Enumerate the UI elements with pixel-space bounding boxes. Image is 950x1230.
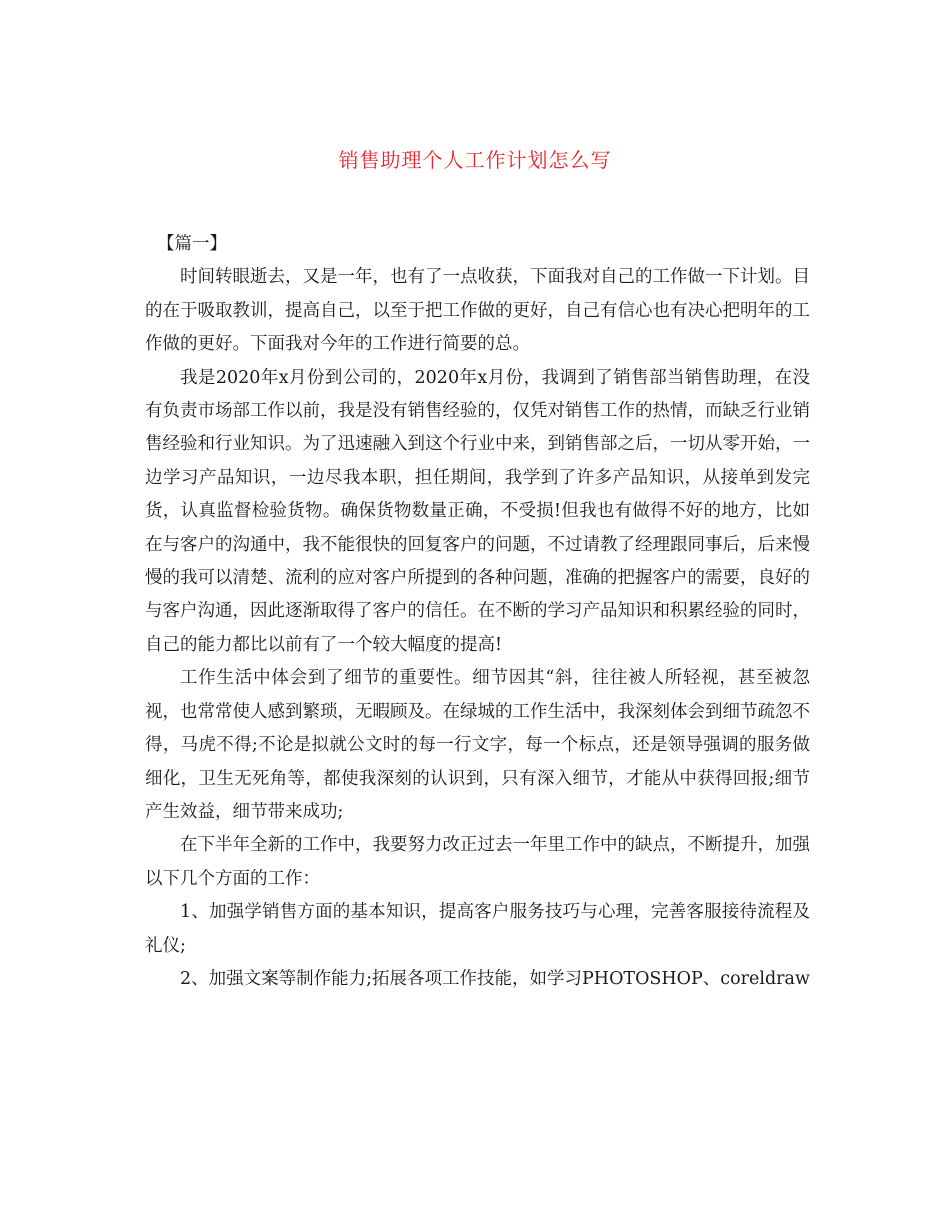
document-body (145, 228, 810, 996)
paragraph-experience: 我是2020年x月份到公司的，2020年x月份，我调到了销售部当销售助理，在没有负责市场部工作以前，我是没有销售经验的，仅凭对销售工作的热情，而缺乏行业销售经验和行业知识。为了迅速融入到这个行业中来，到销售部之后，一切从零开始，一边学习产品知识，一边尽我本职，担任期间，我学到了许多产品知识，从接单到发完货，认真监督检验货物。确保货物数量正确，不受损!但我也有做得不好的地方，比如在与客户的沟通中，我不能很快的回复客户的问题，不过请教了经理跟同事后，后来慢慢的我可以清楚、流利的应对客户所提到的各种问题，准确的把握客户的需要，良好的与客户沟通，因此逐渐取得了客户的信任。在不断的学习产品知识和积累经验的同时，自己的能力都比以前有了一个较大幅度的提高! (145, 367, 810, 655)
paragraph-details: 工作生活中体会到了细节的重要性。细节因其“斜，往往被人所轻视，甚至被忽视，也常常使人感到繁琐，无暇顾及。在绿城的工作生活中，我深刻体会到细节疏忽不得，马虎不得;不论是拟就公文时的每一行文字，每一个标点，还是领导强调的服务做细化，卫生无死角等，都使我深刻的认识到，只有深入细节，才能从中获得回报;细节产生效益，细节带来成功; (145, 668, 810, 822)
document-title: 销售助理个人工作计划怎么写 (338, 148, 612, 172)
paragraph-plan-intro: 在下半年全新的工作中，我要努力改正过去一年里工作中的缺点，不断提升，加强以下几个方面的工作： (145, 835, 810, 889)
section-label: 【篇一】 (157, 234, 227, 254)
paragraph-plan-item-1: 1、加强学销售方面的基本知识，提高客户服务技巧与心理，完善客服接待流程及礼仪; (145, 902, 810, 956)
paragraph-intro: 时间转眼逝去，又是一年，也有了一点收获，下面我对自己的工作做一下计划。目的在于吸取教训，提高自己，以至于把工作做的更好，自己有信心也有决心把明年的工作做的更好。下面我对今年的工作进行简要的总。 (145, 267, 810, 355)
paragraph-plan-item-2: 2、加强文案等制作能力;拓展各项工作技能，如学习PHOTOSHOP、coreldraw (180, 968, 810, 989)
